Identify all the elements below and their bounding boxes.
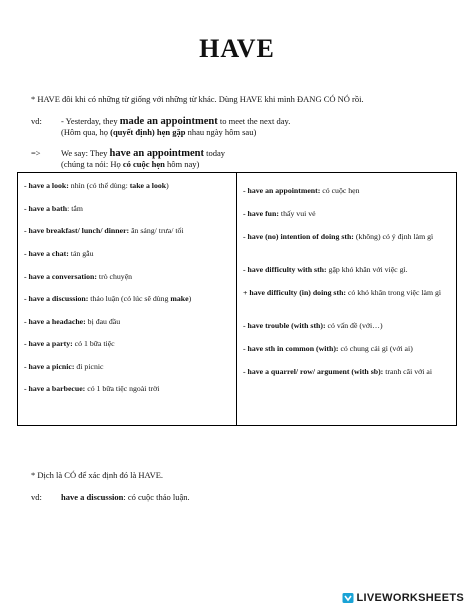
example-2-translation-bold: có cuộc hẹn xyxy=(122,159,165,169)
left-item: - have a bath: tắm xyxy=(24,204,83,213)
example-2-post: today xyxy=(204,148,226,158)
intro-note: * HAVE đôi khi có những từ giống với những từ khác. Dùng HAVE khi mình ĐANG CÓ NÓ rồi. xyxy=(31,94,364,104)
left-item: - have a look: nhìn (có thể dùng: take a look) xyxy=(24,181,169,190)
right-item: - have trouble (with sth): có vấn đề (với…) xyxy=(243,321,383,330)
example-1-translation-pre: (Hôm qua, họ xyxy=(61,127,111,137)
example-2-translation-pre: (chúng ta nói: Họ xyxy=(61,159,123,169)
right-item: - have fun: thấy vui vẻ xyxy=(243,209,316,218)
liveworksheets-logo-text: LIVEWORKSHEETS xyxy=(356,592,464,604)
right-column xyxy=(237,173,457,426)
footer-example-text: : có cuộc thảo luận. xyxy=(123,492,190,502)
left-item: - have a barbecue: có 1 bữa tiệc ngoài trời xyxy=(24,384,160,393)
example-1-label: vd: xyxy=(31,116,42,126)
example-1-translation-bold: (quyết định) hẹn gặp xyxy=(110,127,186,137)
left-item: - have a party: có 1 bữa tiệc xyxy=(24,339,115,348)
footer-example xyxy=(31,492,190,502)
example-1-translation-post: nhau ngày hôm sau) xyxy=(185,127,257,137)
left-item: - have a picnic: đi picnic xyxy=(24,362,104,371)
example-1-highlight: made an appointment xyxy=(119,116,218,127)
page-title: HAVE xyxy=(199,34,275,63)
example-1-post: to meet the next day. xyxy=(217,116,291,126)
left-item: - have a headache: bị đau đầu xyxy=(24,317,121,326)
have-expressions-table xyxy=(17,172,457,426)
liveworksheets-logo-icon xyxy=(342,592,354,604)
left-item: - have a conversation: trò chuyện xyxy=(24,272,133,281)
left-item: - have a chat: tán gẫu xyxy=(24,249,94,258)
example-2-pre: We say: They xyxy=(61,148,110,158)
right-item: - have a quarrel/ row/ argument (with sb): tranh cãi với ai xyxy=(243,367,432,376)
example-2-label: => xyxy=(31,148,41,158)
left-item: - have a discussion: thảo luận (có lúc sẽ dùng make) xyxy=(24,294,192,303)
right-item: + have difficulty (in) doing sth: có khó khăn trong việc làm gì xyxy=(243,288,442,297)
example-1-pre: - Yesterday, they xyxy=(61,116,120,126)
liveworksheets-logo[interactable] xyxy=(342,591,465,605)
right-item: - have (no) intention of doing sth: (không) có ý định làm gì xyxy=(243,232,434,241)
right-item: - have an appointment: có cuộc hẹn xyxy=(243,186,360,195)
example-2-highlight: have an appointment xyxy=(109,148,205,159)
left-column xyxy=(18,173,237,426)
footer-example-label: vd: xyxy=(31,492,42,502)
footer-example-bold: have a discussion xyxy=(61,492,124,502)
footer-note: * Dịch là CÓ để xác định đó là HAVE. xyxy=(31,470,164,480)
right-item: - have difficulty with sth: gặp khó khăn với việc gì. xyxy=(243,265,408,274)
right-item: - have sth in common (with): có chung cái gì (với ai) xyxy=(243,344,413,353)
example-2-translation-post: hôm nay) xyxy=(164,159,200,169)
left-item: - have breakfast/ lunch/ dinner: ăn sáng/ trưa/ tối xyxy=(24,226,184,235)
